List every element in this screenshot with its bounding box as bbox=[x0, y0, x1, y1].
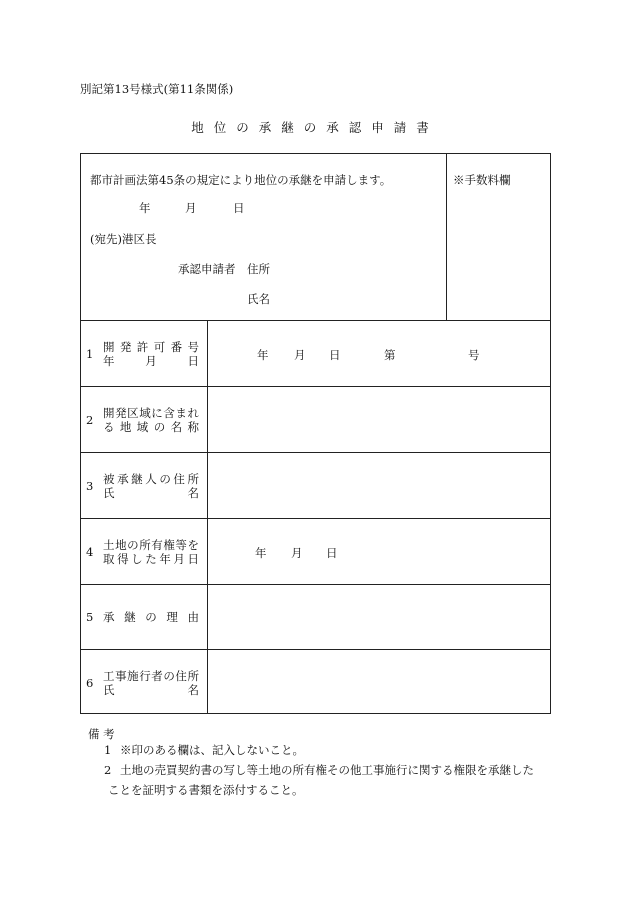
row-label bbox=[103, 538, 199, 566]
permit-year: 年 bbox=[257, 348, 269, 362]
date-year: 年 bbox=[139, 201, 151, 215]
note-number: 2 bbox=[104, 763, 112, 777]
application-statement: 都市計画法第45条の規定により地位の承継を申請します。 bbox=[90, 173, 392, 187]
row-number: 6 bbox=[86, 676, 94, 690]
row-label-line: 承継の理由 bbox=[103, 610, 199, 624]
row-label-line: 年月日 bbox=[103, 354, 199, 368]
fee-column-divider bbox=[446, 153, 447, 320]
note-text: 土地の売買契約書の写し等土地の所有権その他工事施行に関する権限を承継した bbox=[120, 763, 534, 777]
row-label-line: 氏名 bbox=[103, 486, 199, 500]
acquisition-year: 年 bbox=[255, 546, 267, 560]
note-number: 1 bbox=[104, 743, 112, 757]
row-label bbox=[103, 669, 199, 697]
permit-month: 月 bbox=[294, 348, 306, 362]
row-label-line: 開発許可番号 bbox=[103, 340, 199, 354]
permit-number-suffix: 号 bbox=[468, 348, 480, 362]
row-number: 5 bbox=[86, 610, 94, 624]
address-label: 住所 bbox=[247, 262, 270, 276]
row-divider bbox=[80, 649, 551, 650]
date-day: 日 bbox=[233, 201, 245, 215]
note-text: ※印のある欄は、記入しないこと。 bbox=[120, 743, 304, 757]
row-label-line: 取得した年月日 bbox=[103, 552, 199, 566]
row-divider bbox=[80, 518, 551, 519]
name-label: 氏名 bbox=[247, 292, 270, 306]
addressee: (宛先)港区長 bbox=[90, 232, 157, 246]
row-label-line: る地域の名称 bbox=[103, 420, 199, 434]
applicant-label: 承認申請者 bbox=[178, 262, 236, 276]
date-month: 月 bbox=[185, 201, 197, 215]
permit-day: 日 bbox=[329, 348, 341, 362]
row-label bbox=[103, 406, 199, 434]
row-divider bbox=[80, 386, 551, 387]
row-label bbox=[103, 340, 199, 368]
row-label-line: 被承継人の住所 bbox=[103, 472, 199, 486]
form-number: 別記第13号様式(第11条関係) bbox=[80, 82, 234, 96]
row-label-line: 開発区域に含まれ bbox=[103, 406, 199, 420]
row-label-line: 工事施行者の住所 bbox=[103, 669, 199, 683]
row-divider bbox=[80, 452, 551, 453]
row-label bbox=[103, 472, 199, 500]
fee-field-label: ※手数料欄 bbox=[453, 173, 511, 187]
row-number: 2 bbox=[86, 413, 94, 427]
row-number: 1 bbox=[86, 347, 94, 361]
label-column-divider bbox=[207, 320, 208, 714]
row-label bbox=[103, 610, 199, 624]
row-number: 3 bbox=[86, 479, 94, 493]
acquisition-day: 日 bbox=[326, 546, 338, 560]
row-label-line: 氏名 bbox=[103, 683, 199, 697]
document-title: 地位の承継の承認申請書 bbox=[191, 120, 439, 135]
row-number: 4 bbox=[86, 545, 94, 559]
row-divider bbox=[80, 320, 551, 321]
note-text-continued: ことを証明する書類を添付すること。 bbox=[108, 783, 304, 797]
row-divider bbox=[80, 584, 551, 585]
acquisition-month: 月 bbox=[291, 546, 303, 560]
permit-number-prefix: 第 bbox=[384, 348, 396, 362]
notes-heading: 備 考 bbox=[88, 727, 115, 741]
row-label-line: 土地の所有権等を bbox=[103, 538, 199, 552]
